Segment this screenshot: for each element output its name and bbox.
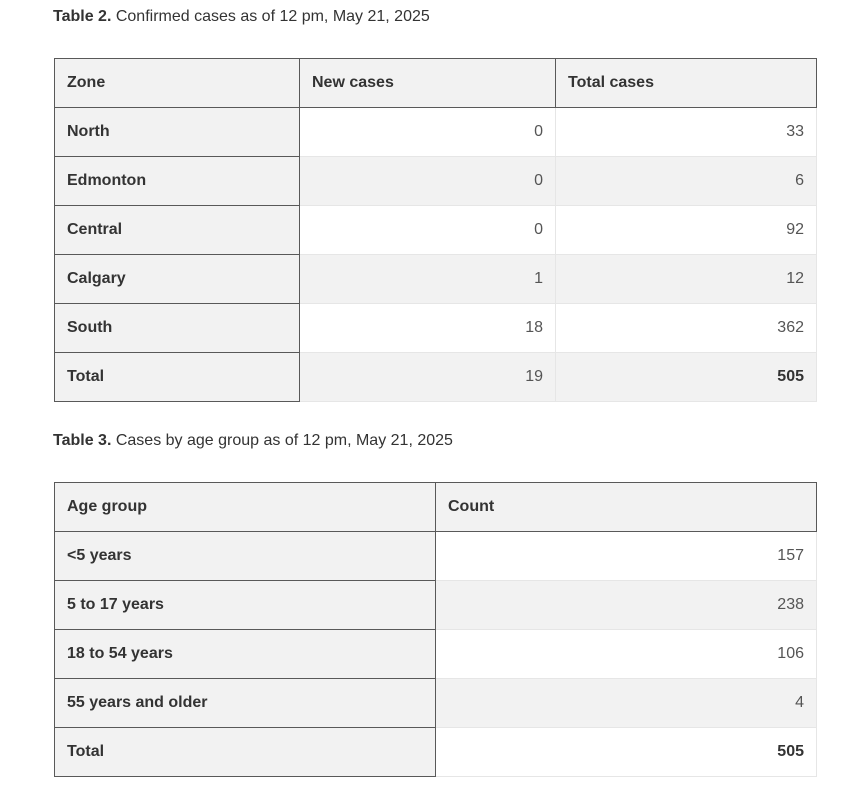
zone-cell: North: [55, 108, 300, 157]
age-group-cell: 5 to 17 years: [55, 581, 436, 630]
total-cases-cell: 33: [556, 108, 817, 157]
new-cases-total-cell: 19: [300, 353, 556, 402]
age-group-cell: 18 to 54 years: [55, 630, 436, 679]
table-row: [55, 532, 817, 581]
total-cases-cell: 6: [556, 157, 817, 206]
age-group-cell: <5 years: [55, 532, 436, 581]
table-row: [55, 679, 817, 728]
zone-cell: South: [55, 304, 300, 353]
table-3-caption-text: Cases by age group as of 12 pm, May 21, 2025: [111, 432, 453, 449]
column-header-zone: Zone: [55, 59, 300, 108]
age-group-cell: Total: [55, 728, 436, 777]
table-row: [55, 581, 817, 630]
table-2-caption: [53, 8, 430, 26]
total-cases-total-cell: 505: [556, 353, 817, 402]
zone-cell: Total: [55, 353, 300, 402]
table-3-caption: [53, 432, 453, 450]
new-cases-cell: 18: [300, 304, 556, 353]
total-row: [55, 728, 817, 777]
table-2-caption-text: Confirmed cases as of 12 pm, May 21, 2025: [111, 8, 430, 25]
new-cases-cell: 0: [300, 108, 556, 157]
table-row: [55, 630, 817, 679]
count-cell: 157: [436, 532, 817, 581]
table-row: [55, 108, 817, 157]
zone-cell: Edmonton: [55, 157, 300, 206]
total-cases-cell: 12: [556, 255, 817, 304]
count-cell: 106: [436, 630, 817, 679]
column-header-age-group: Age group: [55, 483, 436, 532]
new-cases-cell: 1: [300, 255, 556, 304]
age-group-table: [54, 482, 817, 777]
count-cell: 238: [436, 581, 817, 630]
count-total-cell: 505: [436, 728, 817, 777]
new-cases-cell: 0: [300, 157, 556, 206]
zone-cell: Central: [55, 206, 300, 255]
column-header-count: Count: [436, 483, 817, 532]
confirmed-cases-table: [54, 58, 817, 402]
total-row: [55, 353, 817, 402]
age-group-cell: 55 years and older: [55, 679, 436, 728]
table-3-caption-label: Table 3.: [53, 432, 112, 449]
table-header-row: [55, 59, 817, 108]
table-row: [55, 157, 817, 206]
table-header-row: [55, 483, 817, 532]
column-header-total-cases: Total cases: [556, 59, 817, 108]
table-row: [55, 255, 817, 304]
column-header-new-cases: New cases: [300, 59, 556, 108]
table-row: [55, 304, 817, 353]
total-cases-cell: 362: [556, 304, 817, 353]
zone-cell: Calgary: [55, 255, 300, 304]
table-row: [55, 206, 817, 255]
total-cases-cell: 92: [556, 206, 817, 255]
table-2-caption-label: Table 2.: [53, 8, 112, 25]
new-cases-cell: 0: [300, 206, 556, 255]
count-cell: 4: [436, 679, 817, 728]
